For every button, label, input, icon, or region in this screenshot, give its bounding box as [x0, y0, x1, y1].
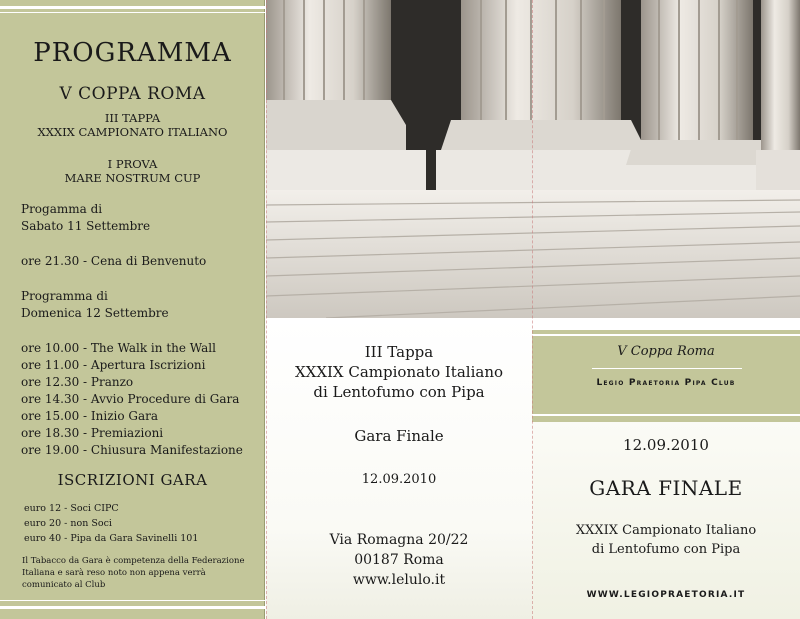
schedule-item: ore 15.00 - Inizio Gara — [21, 409, 159, 423]
schedule-item: ore 14.30 - Avvio Procedure di Gara — [21, 392, 240, 406]
registration-title: ISCRIZIONI GARA — [57, 471, 208, 489]
header-divider — [592, 368, 742, 369]
club-name: Legio Praetoria Pipa Club — [596, 378, 736, 388]
fold-line — [532, 0, 533, 619]
schedule-item: ore 18.30 - Premiazioni — [21, 426, 164, 440]
championship-line: XXXIX CAMPIONATO ITALIANO — [37, 125, 228, 139]
cover-panel — [532, 318, 800, 619]
prova-info — [0, 157, 265, 185]
cover-championship-line2: di Lentofumo con Pipa — [591, 542, 741, 557]
fold-line — [266, 0, 267, 619]
schedule-item: ore 19.00 - Chiusura Manifestazione — [21, 443, 243, 457]
cover-website[interactable]: WWW.LEGIOPRAETORIA.IT — [586, 590, 746, 600]
schedule-item: ore 11.00 - Apertura Iscrizioni — [21, 358, 206, 372]
tobacco-note: Il Tabacco da Gara è competenza della Federazione Italiana e sarà reso noto non appena verrà comunicato al Club — [22, 556, 245, 590]
saturday-item: ore 21.30 - Cena di Benvenuto — [21, 254, 207, 268]
cover-championship — [532, 521, 800, 559]
fee-item: euro 40 - Pipa da Gara Savinelli 101 — [24, 533, 199, 544]
fee-item: euro 12 - Soci CIPC — [24, 503, 119, 514]
bottom-band — [0, 606, 265, 609]
fee-list — [24, 501, 198, 546]
program-title: PROGRAMMA — [33, 38, 232, 68]
cover-date: 12.09.2010 — [623, 436, 709, 454]
saturday-heading — [21, 201, 150, 235]
website-link[interactable]: www.lelulo.it — [352, 572, 446, 588]
top-line — [0, 12, 265, 13]
address-line1: Via Romagna 20/22 — [329, 532, 469, 548]
event-name: V COPPA ROMA — [59, 84, 206, 104]
schedule-item: ore 10.00 - The Walk in the Wall — [21, 341, 216, 355]
address-line2: 00187 Roma — [354, 552, 444, 568]
saturday-heading-line2: Sabato 11 Settembre — [21, 219, 151, 233]
header-strip — [532, 414, 800, 416]
event-date: 12.09.2010 — [361, 472, 437, 487]
stage-line: III TAPPA — [104, 111, 161, 125]
cup-line: MARE NOSTRUM CUP — [64, 171, 201, 185]
cup-name: V Coppa Roma — [617, 344, 715, 359]
sunday-heading-line1: Programma di — [21, 289, 108, 303]
saturday-heading-line1: Progamma di — [21, 202, 103, 216]
cover-championship-line1: XXXIX Campionato Italiano — [575, 523, 757, 538]
columns-illustration — [266, 0, 800, 318]
top-band — [0, 6, 265, 9]
championship-title: XXXIX Campionato Italiano — [294, 363, 504, 381]
discipline-title: di Lentofumo con Pipa — [313, 383, 485, 401]
schedule-item: ore 12.30 - Pranzo — [21, 375, 134, 389]
cover-title: GARA FINALE — [589, 476, 743, 500]
info-panel — [266, 318, 532, 619]
columns-photo — [266, 0, 800, 318]
sunday-schedule — [21, 340, 243, 459]
sunday-heading-line2: Domenica 12 Settembre — [21, 306, 169, 320]
fee-item: euro 20 - non Soci — [24, 518, 112, 529]
sunday-heading — [21, 288, 169, 322]
bottom-line — [0, 600, 265, 601]
stage-title: III Tappa — [364, 343, 434, 361]
stage-info — [0, 111, 265, 139]
final-title: Gara Finale — [354, 427, 444, 445]
header-strip — [532, 334, 800, 336]
prova-line: I PROVA — [107, 157, 158, 171]
program-panel — [0, 0, 265, 619]
